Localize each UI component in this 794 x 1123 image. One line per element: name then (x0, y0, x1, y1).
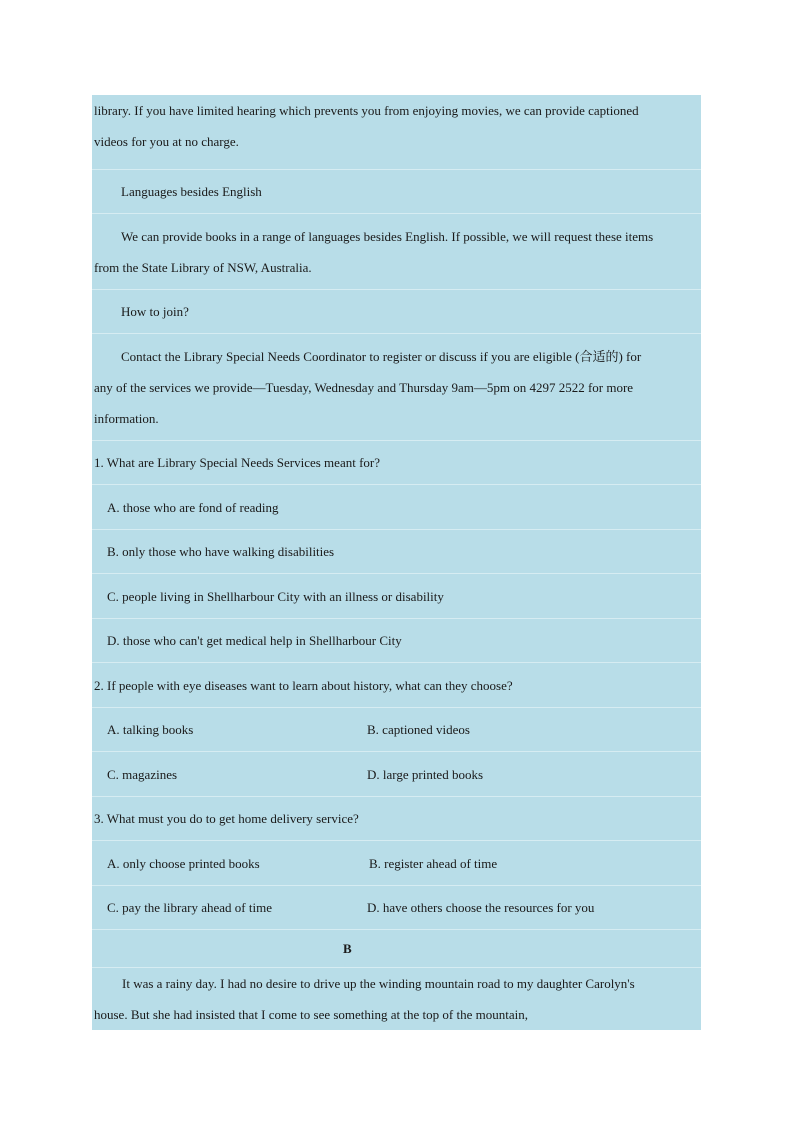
text-line: house. But she had insisted that I come to see something at the top of the mountain, (94, 1007, 528, 1022)
paragraph-contact (92, 334, 701, 441)
paragraph-captioned-videos (92, 95, 701, 170)
text-line: Contact the Library Special Needs Coordinator to register or discuss if you are eligible (合适的) for (121, 349, 642, 364)
document-page (92, 95, 701, 1030)
option-3d: D. have others choose the resources for you (367, 900, 595, 915)
question-3 (92, 797, 701, 841)
option-1d (92, 619, 701, 663)
text-line: from the State Library of NSW, Australia. (94, 260, 312, 275)
question-text: 2. If people with eye diseases want to learn about history, what can they choose? (94, 678, 513, 693)
question-text: 1. What are Library Special Needs Services meant for? (94, 455, 380, 470)
paragraph-languages (92, 214, 701, 290)
text-line: information. (94, 411, 159, 426)
option-text: B. only those who have walking disabilities (107, 544, 335, 559)
heading-text: Languages besides English (121, 184, 262, 199)
question-1 (92, 441, 701, 485)
paragraph-section-b (92, 968, 701, 1030)
option-2c: C. magazines (107, 767, 178, 782)
text-line: videos for you at no charge. (94, 134, 239, 149)
option-1b (92, 530, 701, 574)
options-2cd (92, 752, 701, 797)
options-3ab (92, 841, 701, 886)
text-line: any of the services we provide—Tuesday, Wednesday and Thursday 9am—5pm on 4297 2522 for more (94, 380, 634, 395)
heading-text: How to join? (121, 304, 189, 319)
options-3cd (92, 886, 701, 930)
option-1c (92, 574, 701, 619)
option-text: C. people living in Shellharbour City with an illness or disability (107, 589, 444, 604)
option-2b: B. captioned videos (367, 722, 470, 737)
section-label: B (343, 941, 352, 956)
text-line: It was a rainy day. I had no desire to drive up the winding mountain road to my daughter Carolyn's (122, 976, 635, 991)
option-2d: D. large printed books (367, 767, 484, 782)
option-2a: A. talking books (107, 722, 194, 737)
option-3a: A. only choose printed books (107, 856, 260, 871)
option-3c: C. pay the library ahead of time (107, 900, 272, 915)
text-line: library. If you have limited hearing which prevents you from enjoying movies, we can provide captioned (94, 103, 639, 118)
option-text: A. those who are fond of reading (107, 500, 279, 515)
text-line: We can provide books in a range of languages besides English. If possible, we will request these items (121, 229, 654, 244)
options-2ab (92, 708, 701, 752)
question-2 (92, 663, 701, 708)
section-b-heading (92, 930, 701, 968)
question-text: 3. What must you do to get home delivery service? (94, 811, 359, 826)
option-1a (92, 485, 701, 530)
option-3b: B. register ahead of time (369, 856, 498, 871)
option-text: D. those who can't get medical help in Shellharbour City (107, 633, 402, 648)
heading-how-to-join (92, 290, 701, 334)
heading-languages (92, 170, 701, 214)
